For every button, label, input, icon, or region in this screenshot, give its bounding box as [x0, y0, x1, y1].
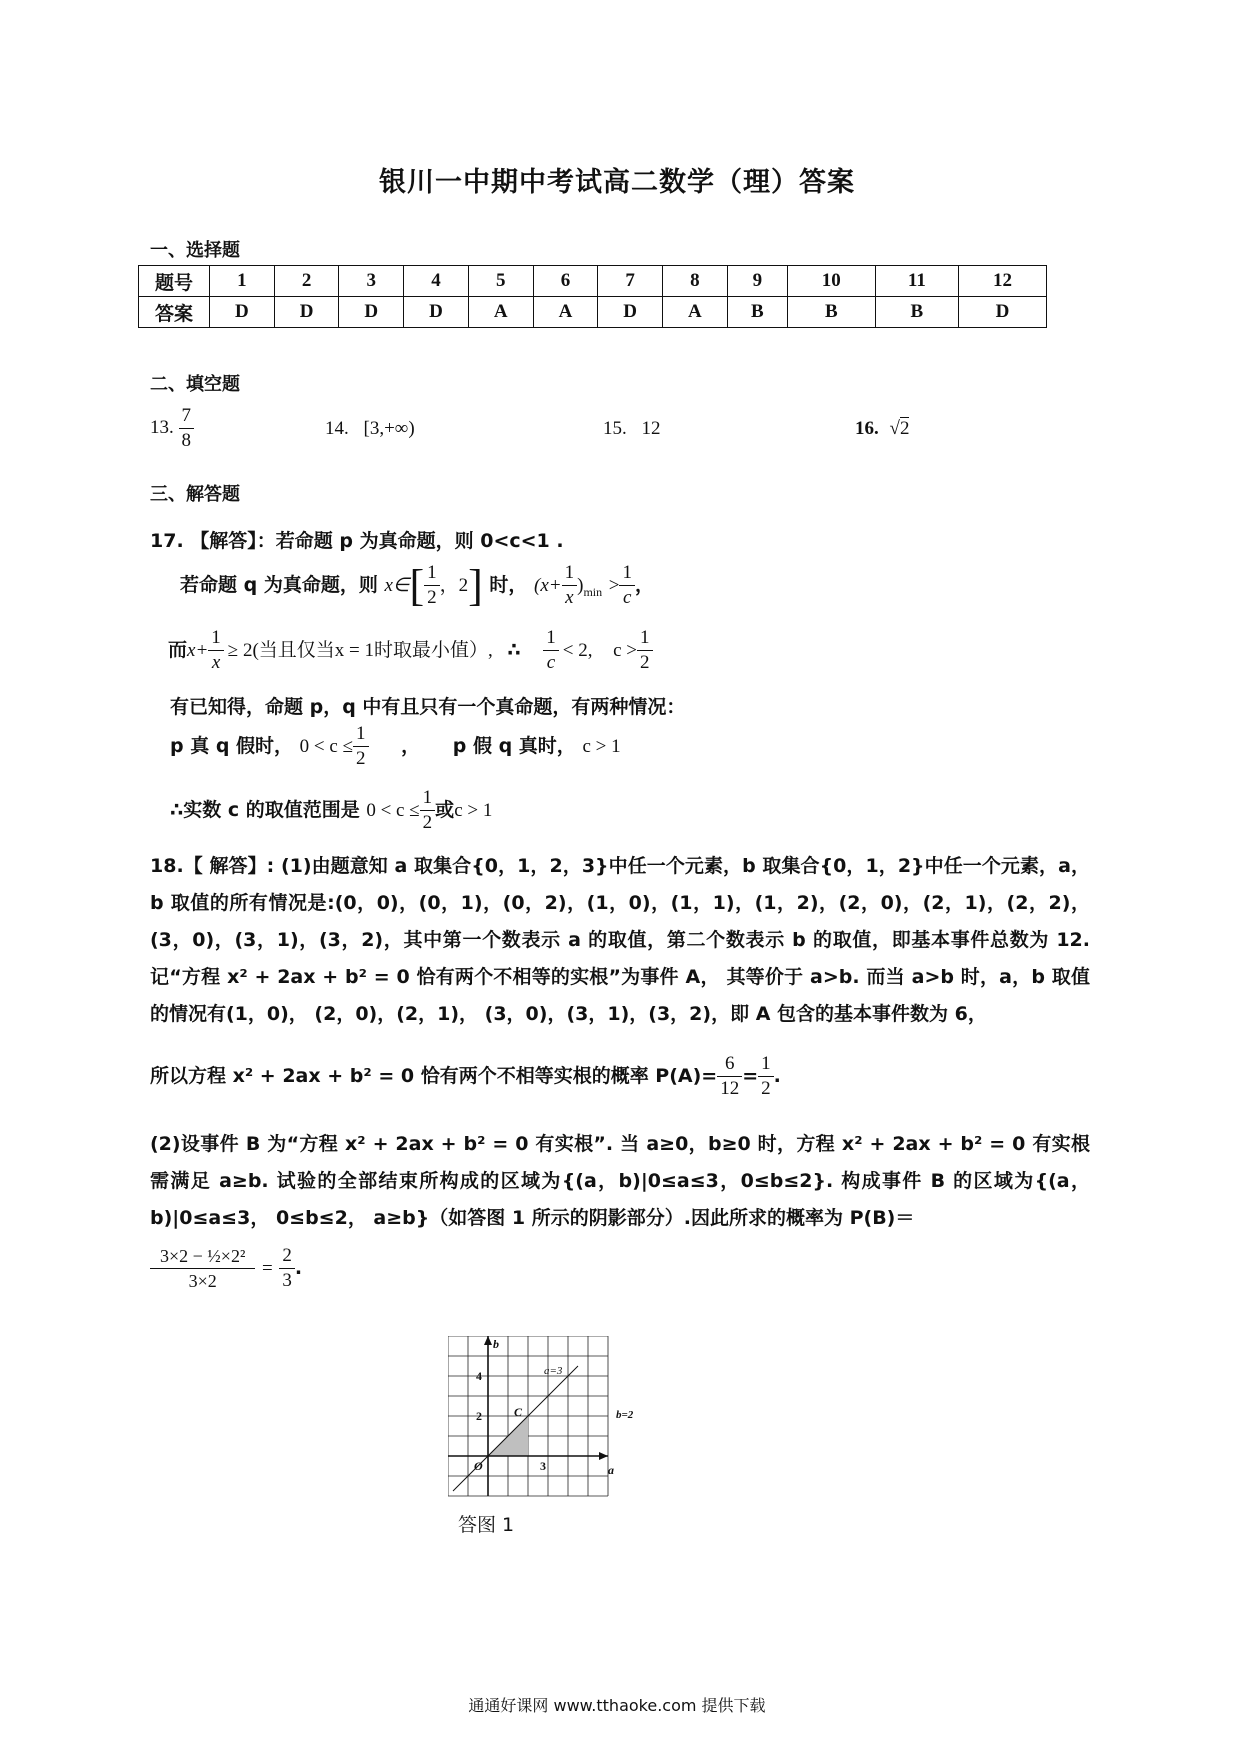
fraction-denominator: x	[211, 652, 221, 673]
axis-label-b: b	[493, 1337, 499, 1351]
answer-value: 12	[641, 418, 661, 439]
table-cell: D	[339, 297, 404, 328]
section-heading-fill: 二、填空题	[150, 374, 240, 395]
fraction	[353, 722, 369, 771]
fraction-numerator: 1	[420, 786, 436, 811]
table-cell: 7	[598, 266, 663, 297]
table-cell: B	[875, 297, 958, 328]
fraction	[279, 1244, 295, 1293]
sqrt-icon: √2	[889, 418, 910, 439]
fraction	[619, 561, 635, 610]
fraction-denominator: 8	[181, 430, 191, 451]
choice-answer-table	[138, 265, 1047, 328]
fraction	[717, 1052, 742, 1101]
text: p 假 q 真时，	[452, 735, 576, 757]
table-cell: D	[404, 297, 469, 328]
fraction-denominator: 2	[427, 587, 437, 608]
table-cell: B	[787, 297, 875, 328]
q18-part1: 18.【 解答】: (1)由题意知 a 取集合{0，1，2，3}中任一个元素，b 取集合{0，1，2}中任一个元素，a，b 取值的所有情况是:(0，0)，(0，1)，(0，2)，(1，0)，(1，1)，(1，2)，(2，0)，(2，1)，(2，2)，(3，0)，(3，1)，(3，2)，其中第一个数表示 a 的取值，第二个数表示 b 的取值，即基本事件总数为 12. 记“方程 x² + 2ax + b² = 0 恰有两个不相等的实根”为事件 A， 其等价于 a>b. 而当 a>b 时，a，b 取值的情况有(1，0)， (2，0)，(2，1)， (3，0)，(3，1)，(3，2)，即 A 包含的基本事件数为 6，	[150, 855, 1090, 1025]
q17-line-5	[170, 722, 621, 771]
axis-label-a: a	[608, 1463, 614, 1477]
q17-line-6	[170, 786, 492, 835]
fraction-denominator: 2	[422, 812, 433, 833]
q17-intro: 17. 【解答】：若命题 p 为真命题，则 0<c<1 .	[150, 530, 564, 552]
q18-final-result	[150, 1244, 302, 1293]
answer-value: 2	[899, 418, 910, 439]
text: ∴实数 c 的取值范围是	[170, 799, 360, 821]
q17-line-4: 有已知得，命题 p，q 中有且只有一个真命题，有两种情况：	[170, 696, 686, 718]
table-cell: A	[468, 297, 533, 328]
table-cell: 5	[468, 266, 533, 297]
fill-answer-13	[150, 404, 194, 453]
fraction	[543, 626, 559, 675]
math: (x+	[534, 575, 562, 596]
fraction-numerator: 1	[424, 561, 440, 586]
table-cell: 1	[210, 266, 275, 297]
origin-label: O	[474, 1459, 483, 1473]
text: .	[773, 1065, 781, 1087]
page-footer: 通通好课网 www.tthaoke.com 提供下载	[468, 1696, 766, 1715]
tick-label: 3	[540, 1459, 546, 1473]
point-label: C	[514, 1405, 523, 1419]
table-header-cell: 答案	[139, 297, 210, 328]
page-title: 银川一中期中考试高二数学（理）答案	[379, 167, 855, 198]
text: 或	[435, 799, 455, 821]
arrow-right-icon	[599, 1452, 608, 1460]
q17-line-3	[168, 626, 653, 675]
table-cell: 8	[663, 266, 728, 297]
q18-part1-conclusion	[150, 1052, 781, 1101]
math: 0 < c ≤	[299, 736, 353, 757]
text: 而	[168, 639, 188, 661]
fraction	[562, 561, 578, 610]
text: ，	[401, 735, 421, 757]
fraction	[208, 626, 224, 675]
table-cell: D	[959, 297, 1047, 328]
bracket-left: [	[409, 561, 425, 610]
fraction-numerator: 1	[619, 561, 635, 586]
tick-label: 4	[476, 1369, 482, 1383]
section-heading-choice: 一、选择题	[150, 240, 240, 261]
fill-answer-15	[603, 418, 661, 440]
fraction	[758, 1052, 774, 1101]
fraction-denominator: 2	[640, 652, 650, 673]
q18-part2: (2)设事件 B 为“方程 x² + 2ax + b² = 0 有实根”. 当 a≥0，b≥0 时，方程 x² + 2ax + b² = 0 有实根需满足 a≥b. 试验的全部结束所构成的区域为{(a，b)|0≤a≤3，0≤b≤2}. 构成事件 B 的区域为{(a，b)|0≤a≤3， 0≤b≤2， a≥b}（如答图 1 所示的阴影部分）.因此所求的概率为 P(B)＝	[150, 1133, 1090, 1229]
table-cell: 2	[274, 266, 339, 297]
subscript: min	[583, 584, 603, 599]
fraction-numerator: 1	[758, 1052, 774, 1077]
region-diagram	[448, 1336, 658, 1506]
section-heading-solve: 三、解答题	[150, 484, 240, 505]
fraction	[420, 786, 436, 835]
fraction-denominator: 2	[761, 1078, 771, 1099]
line-label: a=3	[544, 1365, 563, 1377]
table-cell: A	[533, 297, 598, 328]
text: =	[742, 1065, 759, 1087]
q17-line-2	[180, 560, 654, 611]
text: p 真 q 假时，	[170, 735, 294, 757]
line-a-equals-b	[453, 1366, 578, 1491]
table-cell: D	[598, 297, 663, 328]
text: 若命题 q 为真命题，则	[180, 574, 378, 596]
fraction-numerator: 6	[717, 1052, 742, 1077]
tick-label: 2	[476, 1409, 482, 1423]
fraction-numerator: 1	[562, 561, 578, 586]
fraction-numerator: 1	[353, 722, 369, 747]
table-cell: A	[663, 297, 728, 328]
text: 所以方程 x² + 2ax + b² = 0 恰有两个不相等实根的概率 P(A)=	[150, 1065, 718, 1087]
table-cell: D	[210, 297, 275, 328]
math: 0 < c ≤	[366, 800, 420, 821]
fraction-numerator: 2	[279, 1244, 295, 1269]
table-row	[139, 266, 1047, 297]
table-cell: 12	[959, 266, 1047, 297]
figure-caption: 答图 1	[458, 1514, 515, 1536]
math: c >	[613, 640, 637, 661]
math: x+	[187, 640, 209, 661]
fraction-numerator: 1	[637, 626, 653, 651]
math: ≥ 2(当且仅当x = 1时取最小值）,	[227, 640, 493, 661]
math: 2	[458, 575, 469, 596]
fraction-denominator: 2	[356, 748, 366, 769]
fraction-denominator: 12	[720, 1078, 740, 1099]
question-number: 14.	[325, 418, 349, 439]
fill-answer-14	[325, 418, 415, 440]
fraction	[424, 561, 440, 610]
question-number: 15.	[603, 418, 627, 439]
math: )	[577, 575, 584, 596]
table-row	[139, 297, 1047, 328]
table-cell: 6	[533, 266, 598, 297]
line-label: b=2	[616, 1409, 634, 1421]
math: x∈	[384, 575, 410, 596]
text: .	[294, 1257, 303, 1279]
fraction-numerator: 7	[179, 404, 195, 429]
table-cell: B	[727, 297, 787, 328]
math: c > 1	[454, 800, 493, 821]
fraction-denominator: c	[623, 587, 632, 608]
table-header-cell: 题号	[139, 266, 210, 297]
fraction-denominator: 3×2	[188, 1271, 217, 1291]
answer-value: [3,+∞)	[363, 418, 415, 439]
text: ，	[634, 574, 654, 596]
fill-answer-16	[855, 418, 909, 440]
text: 时，	[489, 574, 528, 596]
fraction	[637, 626, 653, 675]
table-cell: D	[274, 297, 339, 328]
fraction-numerator: 3×2 − ½×2²	[150, 1244, 255, 1269]
question-number: 13.	[150, 416, 174, 438]
math: =	[261, 1258, 273, 1279]
table-cell: 9	[727, 266, 787, 297]
table-cell: 10	[787, 266, 875, 297]
question-number: 16.	[855, 418, 879, 439]
fraction-numerator: 1	[543, 626, 559, 651]
math: < 2,	[562, 640, 593, 661]
arrow-up-icon	[484, 1336, 492, 1345]
therefore-icon: ∴	[507, 639, 521, 661]
fraction-numerator: 1	[208, 626, 224, 651]
fraction-denominator: 3	[282, 1270, 292, 1291]
fraction-denominator: x	[565, 587, 574, 608]
table-cell: 3	[339, 266, 404, 297]
math: >	[608, 575, 620, 596]
text: ，	[439, 575, 459, 596]
math: c > 1	[582, 736, 621, 757]
bracket-right: ]	[468, 561, 483, 610]
fraction-denominator: c	[546, 652, 556, 673]
fraction	[150, 1244, 255, 1293]
fraction	[179, 404, 195, 453]
table-cell: 11	[875, 266, 958, 297]
table-cell: 4	[404, 266, 469, 297]
